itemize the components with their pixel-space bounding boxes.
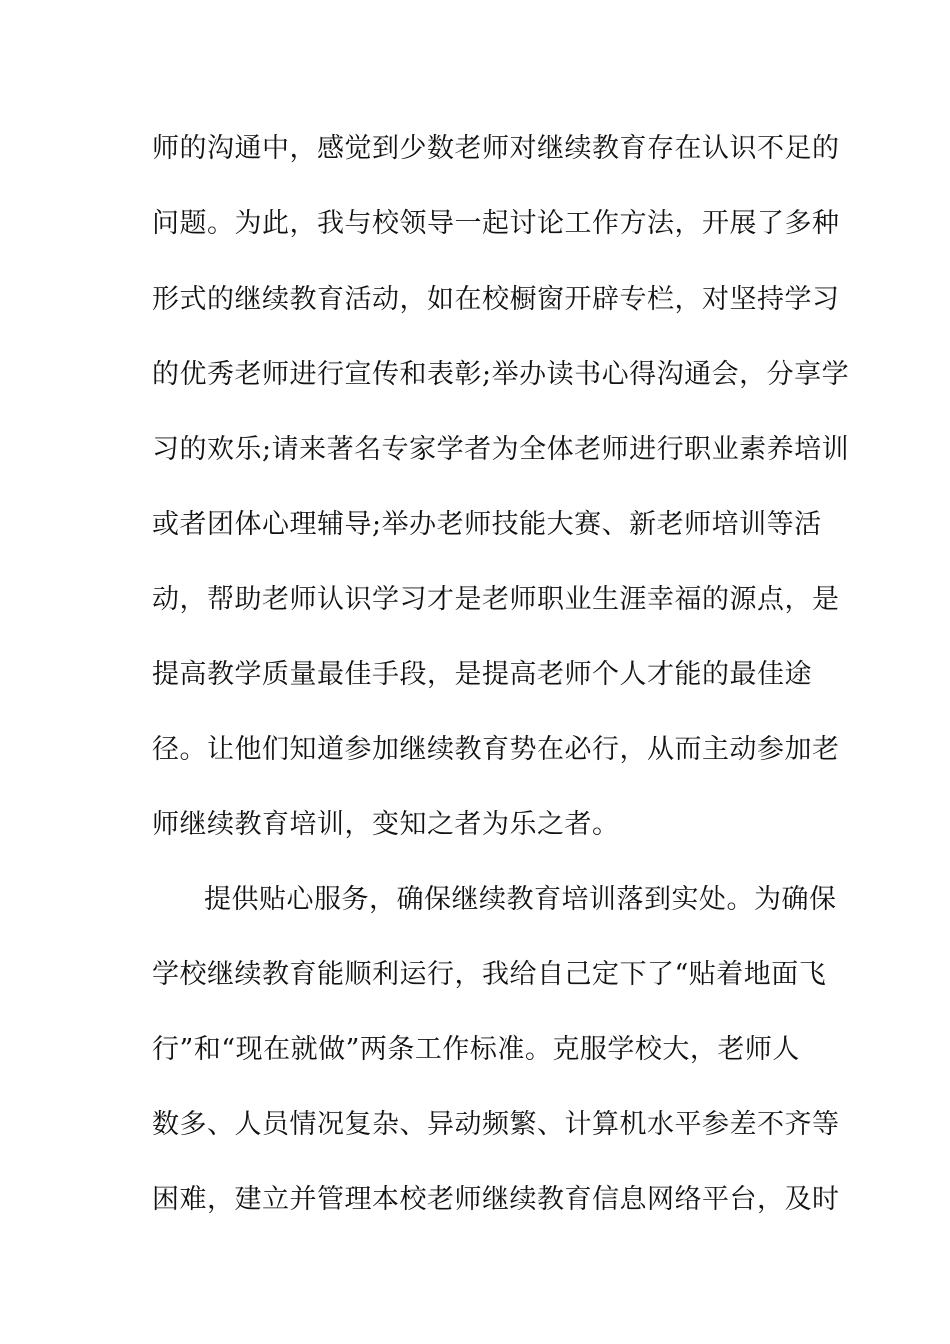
paragraph-line: 行”和“现在就做”两条工作标准。克服学校大，老师人	[152, 1034, 800, 1065]
paragraph-line: 或者团体心理辅导;举办老师技能大赛、新老师培训等活	[152, 509, 822, 540]
paragraph-line: 师的沟通中，感觉到少数老师对继续教育存在认识不足的	[152, 133, 840, 164]
paragraph-line: 的优秀老师进行宣传和表彰;举办读书心得沟通会，分享学	[152, 359, 850, 390]
paragraph-line: 学校继续教育能顺利运行，我给自己定下了“贴着地面飞	[152, 959, 827, 990]
paragraph-line: 径。让他们知道参加继续教育势在必行，从而主动参加老	[152, 734, 840, 765]
paragraph-line: 动，帮助老师认识学习才是老师职业生涯幸福的源点，是	[152, 584, 840, 615]
paragraph-line: 问题。为此，我与校领导一起讨论工作方法，开展了多种	[152, 208, 840, 239]
paragraph-line: 师继续教育培训，变知之者为乐之者。	[152, 809, 620, 840]
paragraph-line: 数多、人员情况复杂、异动频繁、计算机水平参差不齐等	[152, 1109, 840, 1140]
paragraph-line: 困难，建立并管理本校老师继续教育信息网络平台，及时	[152, 1184, 840, 1215]
paragraph-line: 提高教学质量最佳手段，是提高老师个人才能的最佳途	[152, 659, 812, 690]
paragraph-line: 形式的继续教育活动，如在校橱窗开辟专栏，对坚持学习	[152, 284, 840, 315]
paragraph-line: 提供贴心服务，确保继续教育培训落到实处。为确保	[204, 884, 837, 915]
paragraph-line: 习的欢乐;请来著名专家学者为全体老师进行职业素养培训	[152, 434, 850, 465]
